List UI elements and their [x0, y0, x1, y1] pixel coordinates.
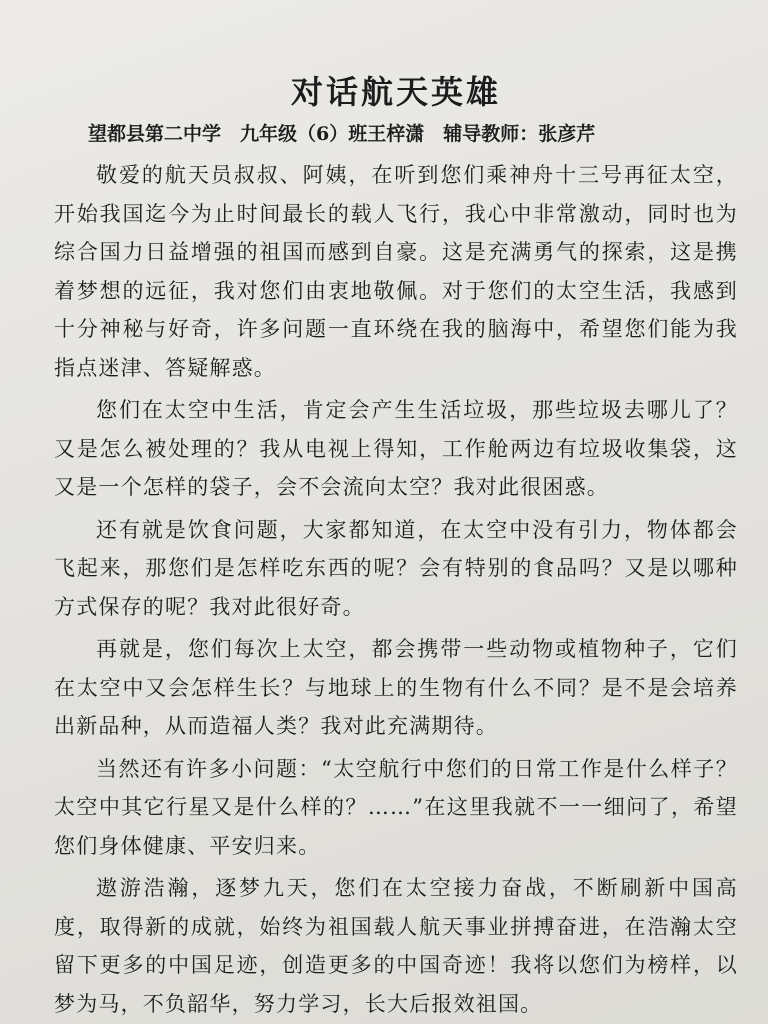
document-title: 对话航天英雄	[290, 73, 501, 111]
paragraph-2: 您们在太空中生活，肯定会产生生活垃圾，那些垃圾去哪儿了？又是怎么被处理的？我从电视上得知，工作舱两边有垃圾收集袋，这又是一个怎样的袋子，会不会流向太空？我对此很困惑。	[54, 398, 738, 499]
author-byline: 望都县第二中学 九年级（6）班王梓潇 辅导教师：张彦芹	[88, 123, 596, 145]
paragraph-6: 遨游浩瀚，逐梦九天，您们在太空接力奋战，不断刷新中国高度，取得新的成就，始终为祖国载人航天事业拼搏奋进，在浩瀚太空留下更多的中国足迹，创造更多的中国奇迹！我将以您们为榜样，以梦为马，不负韶华，努力学习，长大后报效祖国。	[54, 876, 738, 1016]
paragraph-4: 再就是，您们每次上太空，都会携带一些动物或植物种子，它们在太空中又会怎样生长？与地球上的生物有什么不同？是不是会培养出新品种，从而造福人类？我对此充满期待。	[54, 637, 738, 738]
paragraph-1: 敬爱的航天员叔叔、阿姨，在听到您们乘神舟十三号再征太空，开始我国迄今为止时间最长的载人飞行，我心中非常激动，同时也为综合国力日益增强的祖国而感到自豪。这是充满勇气的探索，这是携着梦想的远征，我对您们由衷地敬佩。对于您们的太空生活，我感到十分神秘与好奇，许多问题一直环绕在我的脑海中，希望您们能为我指点迷津、答疑解惑。	[54, 163, 738, 380]
paragraph-3: 还有就是饮食问题，大家都知道，在太空中没有引力，物体都会飞起来，那您们是怎样吃东西的呢？会有特别的食品吗？又是以哪种方式保存的呢？我对此很好奇。	[54, 517, 738, 619]
paragraph-5: 当然还有许多小问题：“太空航行中您们的日常工作是什么样子？太空中其它行星又是什么样的？……”在这里我就不一一细问了，希望您们身体健康、平安归来。	[54, 756, 738, 858]
